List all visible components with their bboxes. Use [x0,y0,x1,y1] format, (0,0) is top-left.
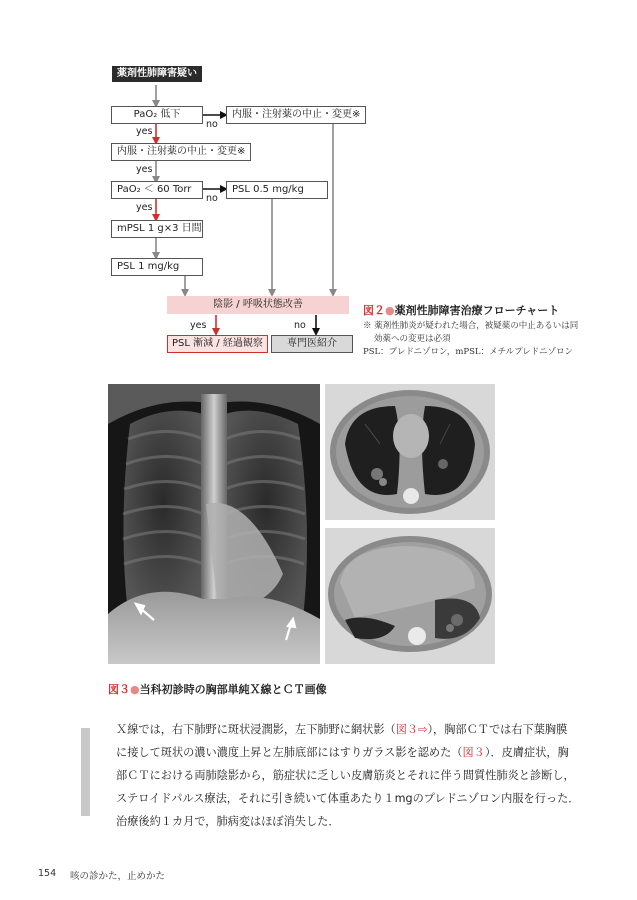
body-line-2: に接して斑状の濃い濃度上昇と左肺底部にはすりガラス影を認めた（図３）．皮膚症状，胸 [116,746,569,759]
figure3-caption [108,681,327,697]
body-line-4: ステロイドパルス療法，それに引き続いて体重あたり１mgのプレドニゾロン内服を行った． [116,792,580,805]
ct-lower-drawing [325,528,495,664]
page-number: 154 [38,868,57,879]
label-yes-3: yes [136,202,153,213]
figure3-number: 図３ [108,683,130,696]
side-marker-bar [81,728,90,816]
label-no-4: no [294,320,306,331]
figure-ref-1[interactable]: 図３ [395,723,419,736]
figure2-note-3: PSL：プレドニゾロン，mPSL：メチルプレドニゾロン [363,347,573,357]
box-mpsl: mPSL 1 g×3 日間 [111,220,203,238]
body-paragraph [116,718,586,833]
label-no-2: no [206,193,218,204]
figure2-note-1: ※ 薬剤性肺炎が疑われた場合，被疑薬の中止あるいは同 [363,321,579,331]
flowchart-title: 薬剤性肺障害疑い [112,66,202,82]
box-psl-05: PSL 0.5 mg/kg [226,181,328,199]
figure2-title: 薬剤性肺障害治療フローチャート [394,304,560,317]
body-line-5: 治療後約１カ月で，肺病変はほぼ消失した． [116,815,340,828]
ct-image-upper [325,384,495,520]
figure2-caption [363,302,559,318]
chest-xray-image [108,384,320,664]
result-taper: PSL 漸減 / 経過観察 [167,335,268,353]
body-line-1: Ｘ線では，右下肺野に斑状浸潤影，左下肺野に網状影（図３⇨），胸部ＣＴでは右下葉胸膜 [116,723,568,736]
label-yes-4: yes [190,320,207,331]
running-title: 咳の診かた，止めかた [70,871,166,882]
improve-bar: 陰影 / 呼吸状態改善 [167,296,349,314]
ct-upper-drawing [325,384,495,520]
box-stop-change-2: 内服・注射薬の中止・変更※ [111,143,251,161]
figure2-note-2: 効薬への変更は必須 [374,334,451,344]
caption-dot-icon-2: ● [130,683,140,696]
result-referral: 専門医紹介 [271,335,353,353]
label-no-1: no [206,119,218,130]
figure-ref-2[interactable]: 図３ [462,746,485,759]
ct-image-lower [325,528,495,664]
label-yes-1: yes [136,126,153,137]
box-pao2-low: PaO₂ 低下 [111,106,203,124]
box-psl-1: PSL 1 mg/kg [111,258,203,276]
caption-dot-icon: ● [385,304,395,317]
label-yes-2: yes [136,164,153,175]
box-pao2-lt60: PaO₂ ＜ 60 Torr [111,181,203,199]
box-stop-change-top: 内服・注射薬の中止・変更※ [226,106,366,124]
body-line-3: 部ＣＴにおける両肺陰影から，筋症状に乏しい皮膚筋炎とそれに伴う間質性肺炎と診断し， [116,769,575,782]
figure3-title: 当科初診時の胸部単純Ｘ線とＣＴ画像 [139,683,327,696]
arrow-ref-icon: ⇨ [418,723,428,736]
figure2-number: 図２ [363,304,385,317]
chest-xray-drawing [108,384,320,664]
